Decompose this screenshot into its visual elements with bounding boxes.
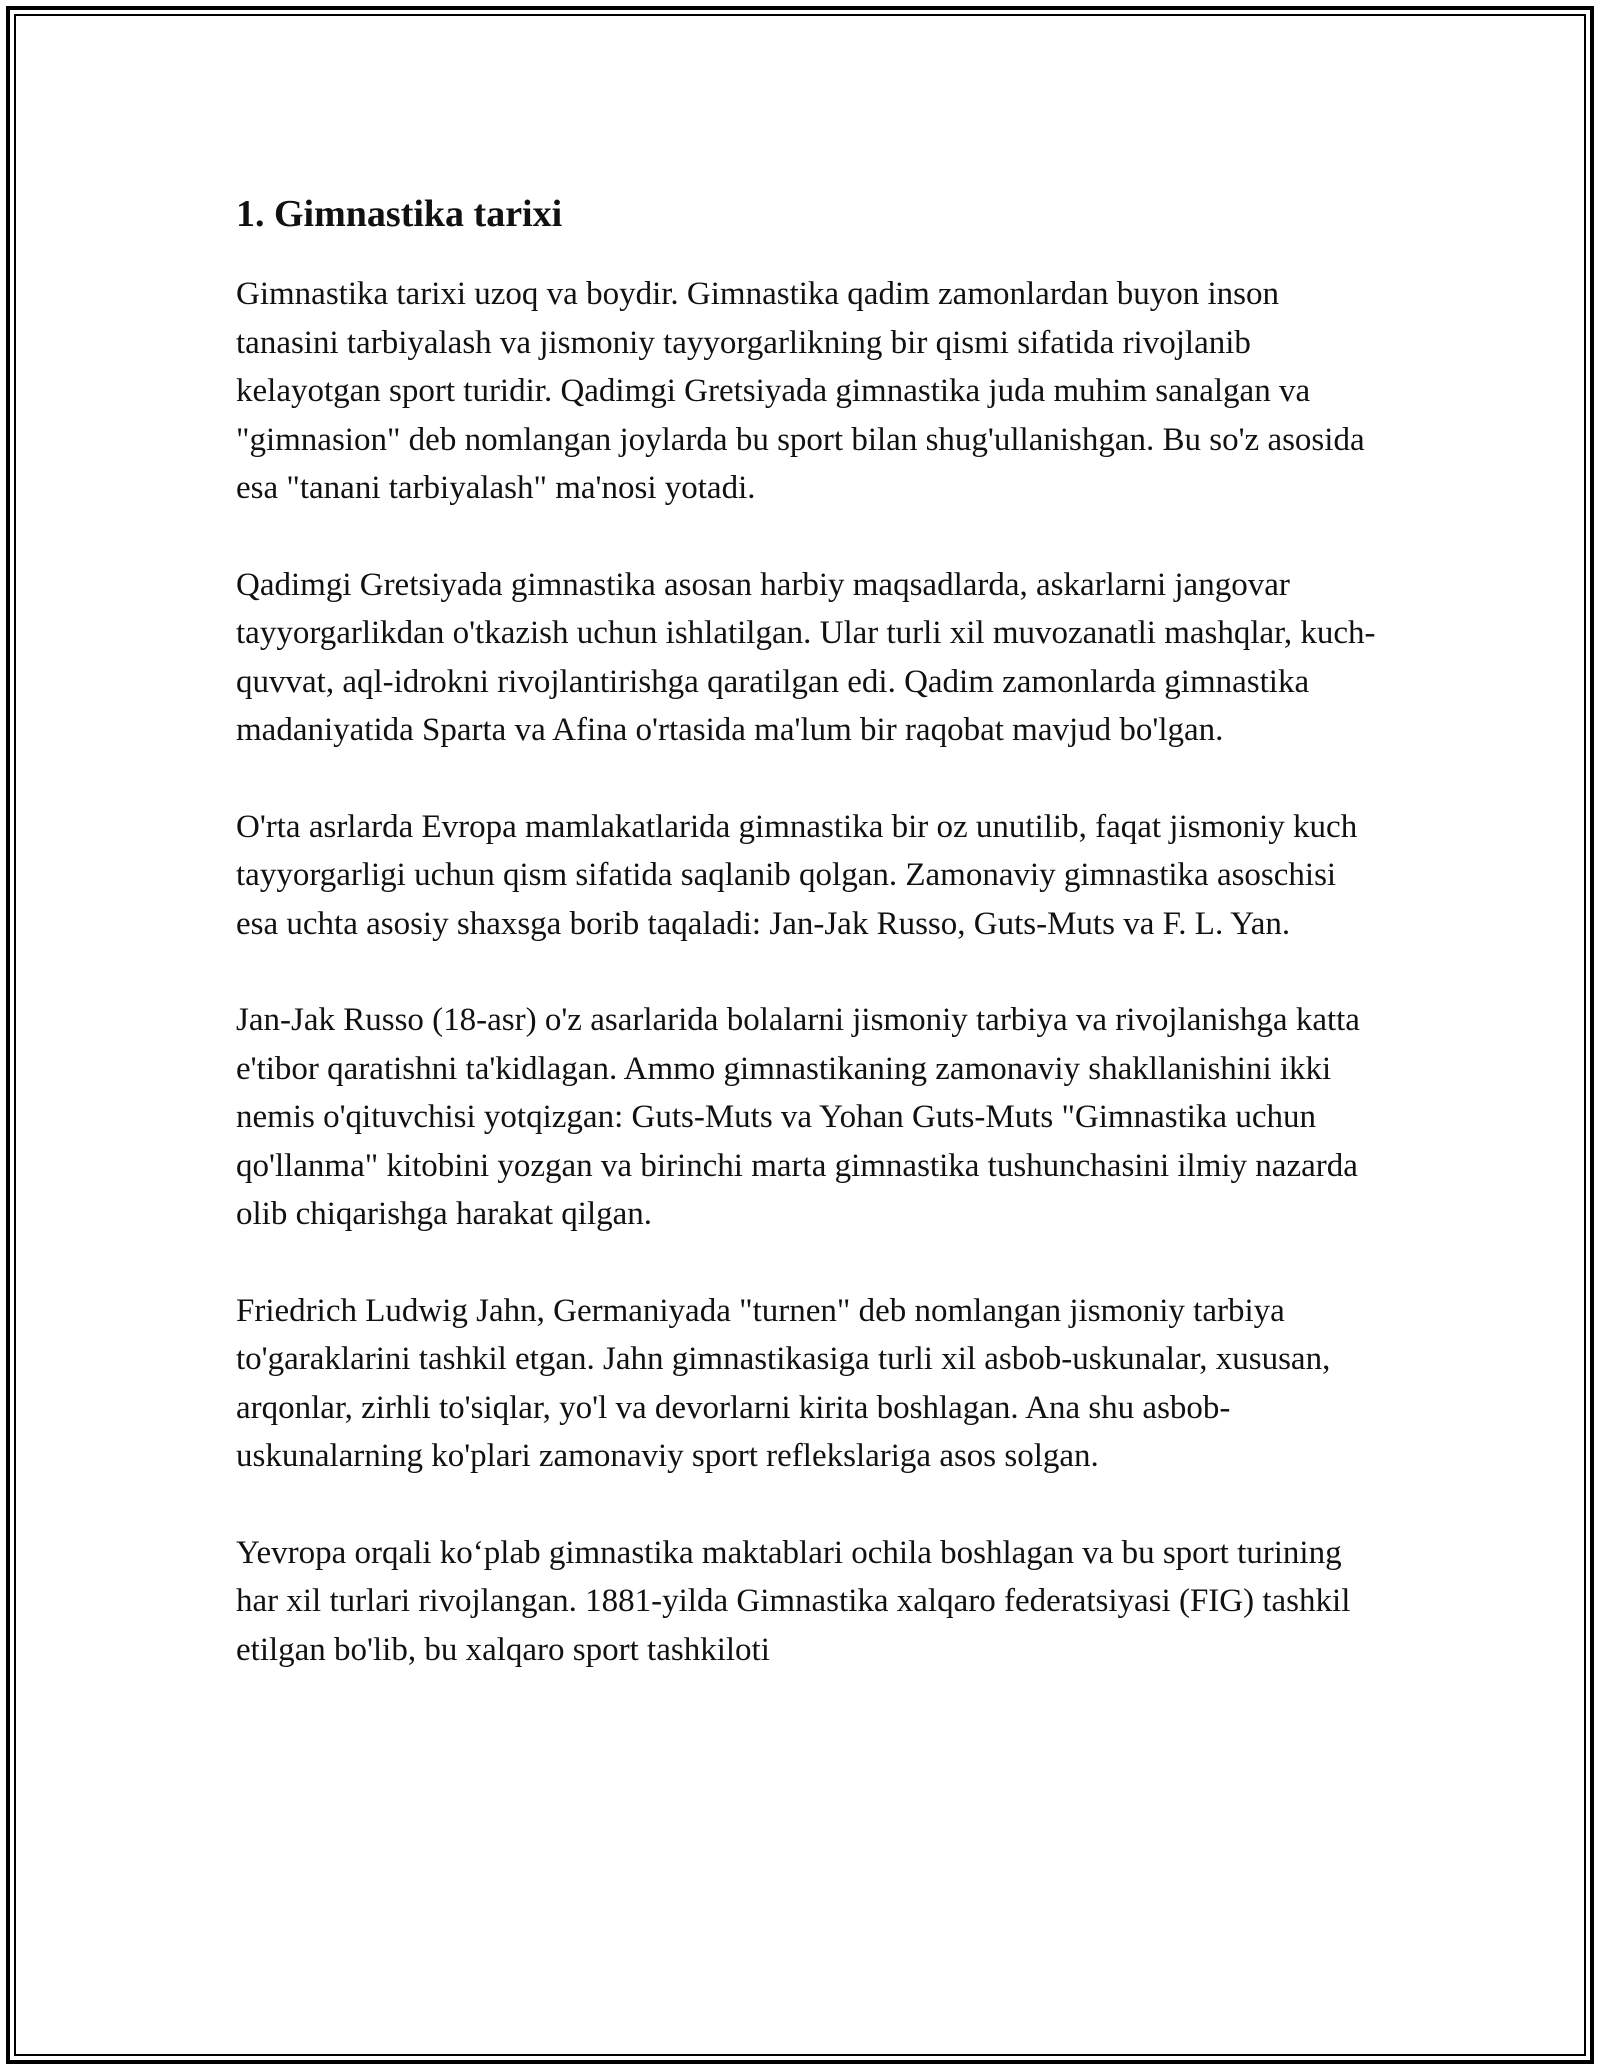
paragraph-jahn-turnen: Friedrich Ludwig Jahn, Germaniyada "turnen" deb nomlangan jismoniy tarbiya to'garaklarini tashkil etgan. Jahn gimnastikasiga turli xil asbob-uskunalar, xususan, arqonlar, zirhli to'siqlar, yo'l va devorlarni kirita boshlagan. Ana shu asbob-uskunalarning ko'plari zamonaviy sport reflekslariga asos solgan. — [236, 1292, 1331, 1474]
paragraph-europe-fig: Yevropa orqali ko‘plab gimnastika maktablari ochila boshlagan va bu sport turining har xil turlari rivojlangan. 1881-yilda Gimnastika xalqaro federatsiyasi (FIG) tashkil etilgan bo'lib, bu xalqaro sport tashkiloti — [236, 1534, 1351, 1668]
document-body — [236, 186, 1386, 1674]
paragraph-rousseau-gutsmuths: Jan-Jak Russo (18-asr) o'z asarlarida bolalarni jismoniy tarbiya va rivojlanishga katta e'tibor qaratishni ta'kidlagan. Ammo gimnastikaning zamonaviy shakllanishini ikki nemis o'qituvchisi yotqizgan: Guts-Muts va Yohan Guts-Muts "Gimnastika uchun qo'llanma" kitobini yozgan va birinchi marta gimnastika tushunchasini ilmiy nazarda olib chiqarishga harakat qilgan. — [236, 1002, 1360, 1232]
paragraph-gymnastics-history-intro: Gimnastika tarixi uzoq va boydir. Gimnastika qadim zamonlardan buyon inson tanasini tarbiyalash va jismoniy tayyorgarlikning bir qismi sifatida rivojlanib kelayotgan sport turidir. Qadimgi Gretsiyada gimnastika juda muhim sanalgan va "gimnasion" deb nomlangan joylarda bu sport bilan shug'ullanishgan. Bu so'z asosida esa "tanani tarbiyalash" ma'nosi yotadi. — [236, 276, 1365, 506]
section-heading: 1. Gimnastika tarixi — [236, 193, 563, 235]
paragraph-ancient-greece: Qadimgi Gretsiyada gimnastika asosan harbiy maqsadlarda, askarlarni jangovar tayyorgarlikdan o'tkazish uchun ishlatilgan. Ular turli xil muvozanatli mashqlar, kuch-quvvat, aql-idrokni rivojlantirishga qaratilgan edi. Qadim zamonlarda gimnastika madaniyatida Sparta va Afina o'rtasida ma'lum bir raqobat mavjud bo'lgan. — [236, 566, 1376, 748]
paragraph-middle-ages: O'rta asrlarda Evropa mamlakatlarida gimnastika bir oz unutilib, faqat jismoniy kuch tayyorgarligi uchun qism sifatida saqlanib qolgan. Zamonaviy gimnastika asoschisi esa uchta asosiy shaxsga borib taqaladi: Jan-Jak Russo, Guts-Muts va F. L. Yan. — [236, 808, 1358, 942]
